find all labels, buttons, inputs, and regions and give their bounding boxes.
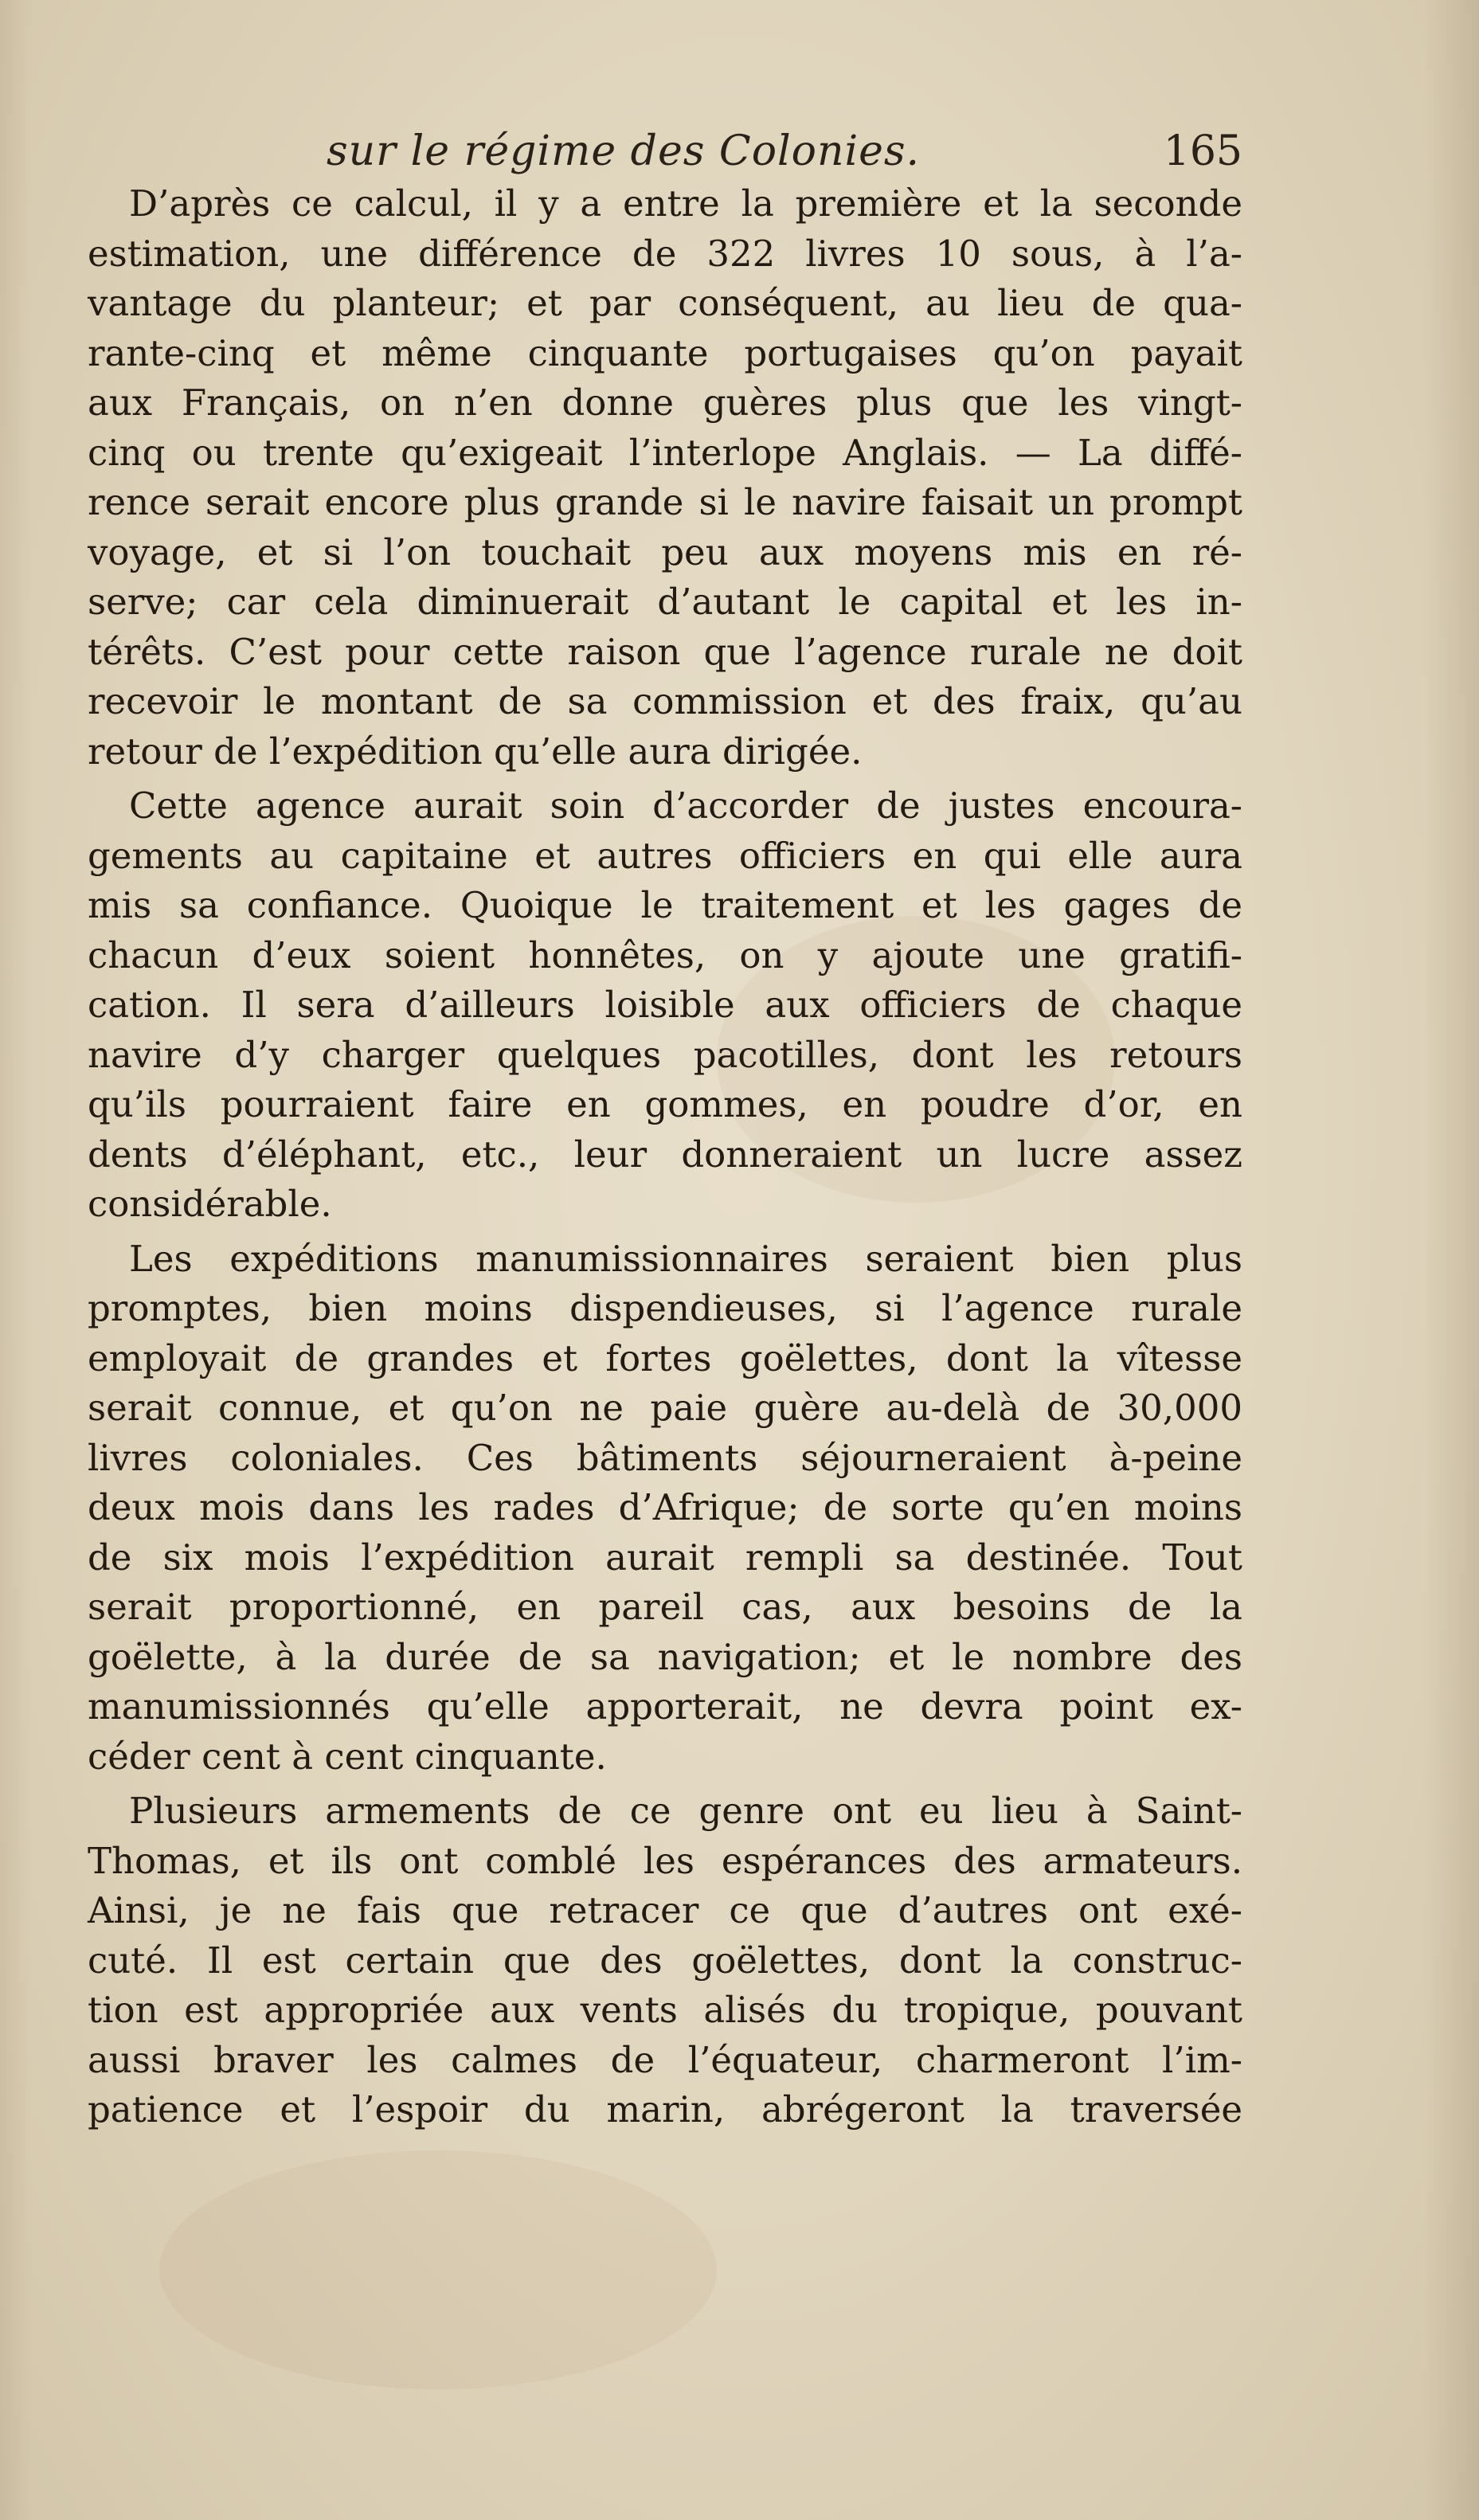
page-edge-shadow-left bbox=[0, 0, 32, 2520]
text-line: rence serait encore plus grande si le navire faisait un prompt bbox=[88, 481, 1242, 523]
text-line: promptes, bien moins dispendieuses, si l’agence rurale bbox=[88, 1287, 1242, 1329]
text-line: Thomas, et ils ont comblé les espérances des armateurs. bbox=[88, 1839, 1242, 1882]
text-line: considérable. bbox=[88, 1183, 332, 1225]
paragraph-2 bbox=[88, 781, 1242, 1230]
text-line: aux Français, on n’en donne guères plus que les vingt- bbox=[88, 382, 1242, 424]
body-text bbox=[88, 179, 1242, 2140]
text-line: céder cent à cent cinquante. bbox=[88, 1735, 607, 1778]
paper-stain bbox=[159, 2150, 717, 2389]
text-line: mis sa confiance. Quoique le traitement et les gages de bbox=[88, 884, 1242, 926]
page-edge-shadow-right bbox=[1423, 0, 1479, 2520]
paragraph-4 bbox=[88, 1786, 1242, 2135]
text-line: Ainsi, je ne fais que retracer ce que d’autres ont exé- bbox=[88, 1889, 1242, 1931]
text-line: employait de grandes et fortes goëlettes, dont la vîtesse bbox=[88, 1336, 1242, 1379]
text-line: serait proportionné, en pareil cas, aux besoins de la bbox=[88, 1586, 1242, 1628]
text-line: vantage du planteur; et par conséquent, au lieu de qua- bbox=[88, 282, 1242, 324]
text-line: estimation, une différence de 322 livres 10 sous, à l’a- bbox=[88, 232, 1242, 275]
text-line: dents d’éléphant, etc., leur donneraient un lucre assez bbox=[88, 1133, 1242, 1176]
text-line: de six mois l’expédition aurait rempli sa destinée. Tout bbox=[88, 1536, 1242, 1579]
running-title: sur le régime des Colonies. bbox=[327, 127, 921, 175]
text-line: serait connue, et qu’on ne paie guère au-delà de 30,000 bbox=[88, 1387, 1242, 1429]
text-line: livres coloniales. Ces bâtiments séjourneraient à-peine bbox=[88, 1436, 1242, 1479]
text-line: voyage, et si l’on touchait peu aux moyens mis en ré- bbox=[88, 530, 1242, 573]
text-line: aussi braver les calmes de l’équateur, charmeront l’im- bbox=[88, 2038, 1242, 2081]
text-line: tion est appropriée aux vents alisés du tropique, pouvant bbox=[88, 1989, 1242, 2031]
text-line: deux mois dans les rades d’Afrique; de sorte qu’en moins bbox=[88, 1486, 1242, 1528]
text-line: Les expéditions manumissionnaires seraient bien plus bbox=[129, 1237, 1242, 1280]
text-line: qu’ils pourraient faire en gommes, en poudre d’or, en bbox=[88, 1083, 1242, 1125]
text-line: chacun d’eux soient honnêtes, on y ajoute une gratifi- bbox=[88, 933, 1242, 976]
text-line: patience et l’espoir du marin, abrégeront la traversée bbox=[88, 2088, 1242, 2131]
text-line: cinq ou trente qu’exigeait l’interlope Anglais. — La diffé- bbox=[88, 431, 1242, 474]
text-line: Cette agence aurait soin d’accorder de justes encoura- bbox=[129, 785, 1242, 827]
text-line: D’après ce calcul, il y a entre la première et la seconde bbox=[129, 182, 1242, 225]
text-line: retour de l’expédition qu’elle aura dirigée. bbox=[88, 730, 863, 773]
page-number: 165 bbox=[1163, 127, 1242, 175]
text-line: térêts. C’est pour cette raison que l’agence rurale ne doit bbox=[88, 630, 1242, 673]
paragraph-3 bbox=[88, 1235, 1242, 1782]
paragraph-1 bbox=[88, 179, 1242, 777]
text-line: navire d’y charger quelques pacotilles, dont les retours bbox=[88, 1033, 1242, 1076]
text-line: cation. Il sera d’ailleurs loisible aux officiers de chaque bbox=[88, 984, 1242, 1026]
text-line: manumissionnés qu’elle apporterait, ne devra point ex- bbox=[88, 1685, 1242, 1728]
text-line: serve; car cela diminuerait d’autant le capital et les in- bbox=[88, 581, 1242, 623]
text-line: goëlette, à la durée de sa navigation; et le nombre des bbox=[88, 1635, 1242, 1678]
text-line: cuté. Il est certain que des goëlettes, dont la construc- bbox=[88, 1939, 1242, 1982]
text-line: gements au capitaine et autres officiers en qui elle aura bbox=[88, 834, 1242, 877]
text-line: recevoir le montant de sa commission et des fraix, qu’au bbox=[88, 680, 1242, 722]
text-line: Plusieurs armements de ce genre ont eu lieu à Saint- bbox=[129, 1790, 1242, 1832]
text-line: rante-cinq et même cinquante portugaises qu’on payait bbox=[88, 331, 1242, 374]
